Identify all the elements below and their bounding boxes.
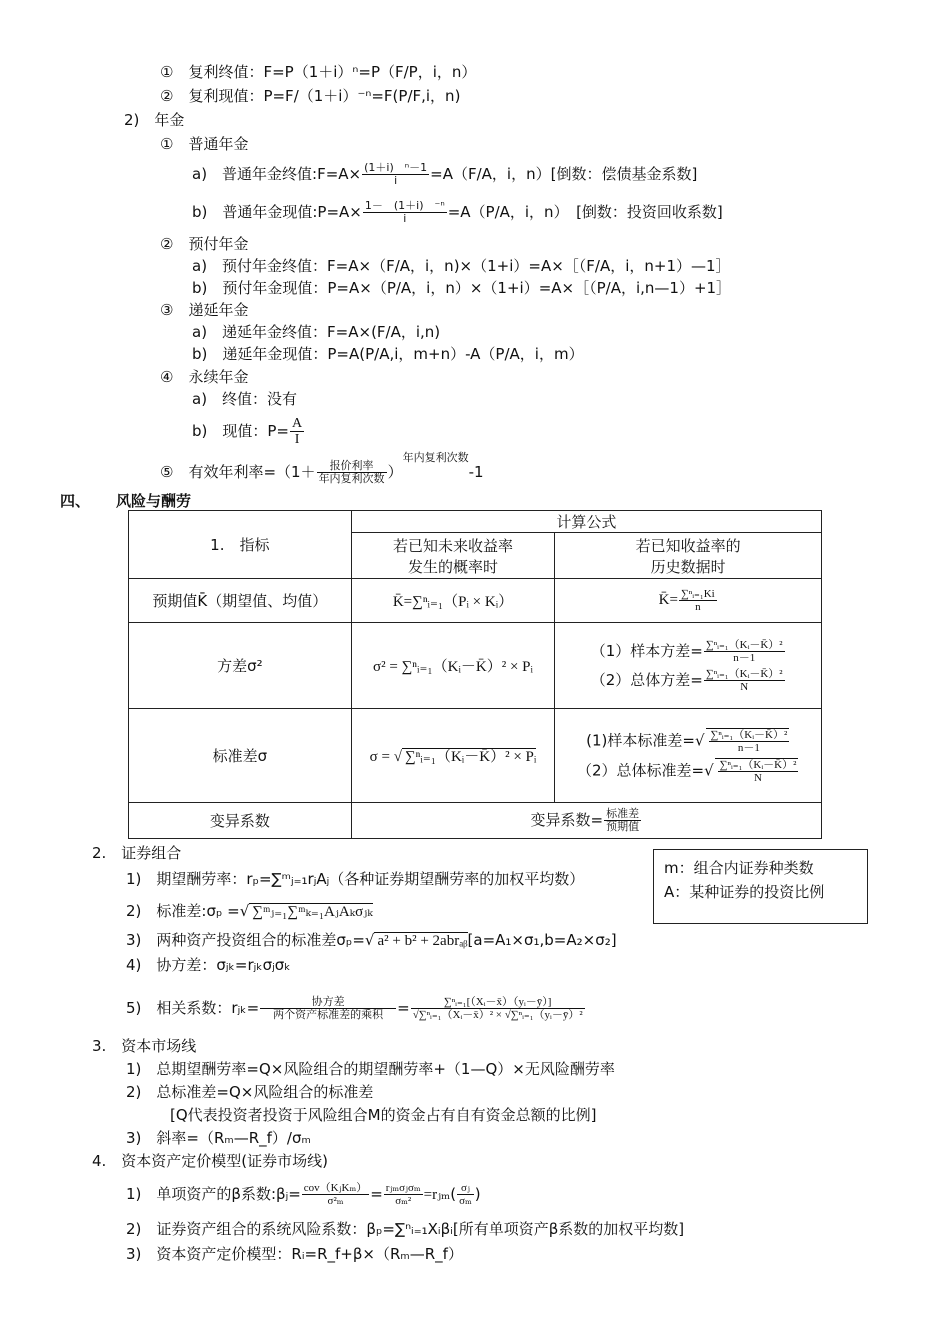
compound-present-value: ② 复利现值：P=F/（1＋i）⁻ⁿ=F(P/F,i，n) (160, 87, 461, 105)
section-number: 四、 (60, 492, 91, 510)
header-probability: 若已知未来收益率 发生的概率时 (351, 533, 555, 579)
fraction: $\frac{\text{(1＋i) ⁿ－1}}{i}$ (364, 161, 428, 187)
deferred-annuity-fv: a) 递延年金终值：F=A×(F/A，i,n) (192, 323, 441, 341)
row-variance-prob: σ² = ∑ⁿᵢ₌₁（Kᵢ－K̄）² × Pᵢ (351, 623, 555, 709)
capm-model: 3) 资本资产定价模型：Rᵢ=R_f+β×（Rₘ—R_f） (126, 1245, 463, 1263)
annuity-due-heading: ② 预付年金 (160, 235, 249, 253)
header-indicator: 1. 指标 (129, 511, 352, 579)
portfolio-expected-return: 1) 期望酬劳率：rₚ=∑ᵐⱼ₌₁rⱼAⱼ（各种证券期望酬劳率的加权平均数） (126, 870, 585, 888)
portfolio-heading: 2. 证券组合 (92, 844, 182, 862)
capm-portfolio-beta: 2) 证券资产组合的系统风险系数：βₚ=∑ⁿᵢ₌₁Xᵢβᵢ[所有单项资产β系数的加权平均数] (126, 1220, 685, 1238)
header-calc-formula: 计算公式 (351, 511, 821, 533)
header-historical: 若已知收益率的 历史数据时 (555, 533, 822, 579)
row-variance-label: 方差σ² (129, 623, 352, 709)
cml-slope: 3) 斜率=（Rₘ—R_f）/σₘ (126, 1129, 311, 1147)
cml-total-stddev: 2) 总标准差=Q×风险组合的标准差 (126, 1083, 374, 1101)
portfolio-stddev: 2) 标准差:σₚ =√ ∑ᵐⱼ₌₁∑ᵐₖ₌₁AⱼAₖσⱼₖ (126, 902, 373, 920)
fraction: $\frac{\text{1－ (1＋i) ⁻ⁿ}}{i}$ (364, 199, 445, 225)
risk-return-table (128, 510, 822, 839)
row-cv-formula: 变异系数= $\frac{\text{标准差}}{\text{预期值}}$ (351, 803, 821, 839)
deferred-annuity-heading: ③ 递延年金 (160, 301, 249, 319)
compound-future-value: ① 复利终值：F=P（1＋i）ⁿ=P（F/P，i，n） (160, 63, 477, 81)
row-stddev-hist: (1)样本标准差=√ $\frac{\text{∑ⁿᵢ₌₁（Kᵢ－K̄）²}}{n-1}$ （2）总体标准差=√ $\frac{\text{∑ⁿᵢ₌₁（Kᵢ－K̄）²}}{N}$ (555, 709, 822, 803)
ordinary-annuity-fv: a) 普通年金终值:F=A× $\frac{\text{(1＋i) ⁿ－1}}{i}$ =A（F/A，i，n）[倒数：偿债基金系数] (192, 161, 698, 187)
capm-heading: 4. 资本资产定价模型(证券市场线) (92, 1152, 329, 1170)
annuity-heading: 2) 年金 (124, 111, 185, 129)
row-stddev-label: 标准差σ (129, 709, 352, 803)
perpetuity-pv: b) 现值：P= $\frac{A}{I}$ (192, 416, 303, 447)
annuity-due-pv: b) 预付年金现值：P=A×（P/A，i，n）×（1+i）=A×［（P/A，i,n—1）+1］ (192, 279, 732, 297)
covariance: 4) 协方差：σⱼₖ=rⱼₖσⱼσₖ (126, 956, 291, 974)
row-stddev-prob: σ = √ ∑ⁿᵢ₌₁（Kᵢ－K̄）² × Pᵢ (351, 709, 555, 803)
effective-annual-rate: ⑤ 有效年利率=（1＋ $\frac{\text{报价利率}}{\text{年内复利次数}}$ ）$^{年内复利次数}$-1 (160, 451, 484, 485)
ordinary-annuity-heading: ① 普通年金 (160, 135, 249, 153)
two-asset-stddev: 3) 两种资产投资组合的标准差σₚ=√ a² + b² + 2abrₐᵦ[a=A₁×σ₁,b=A₂×σ₂] (126, 931, 617, 949)
capm-beta: 1) 单项资产的β系数:βⱼ= $\frac{\text{cov（KⱼKₘ）}}{\text{σ²ₘ}}$ = $\frac{\text{rⱼₘσⱼσₘ}}{\text{σₘ²}}$ =rⱼₘ( $\frac{\text{σⱼ}}{\text{σₘ}}$ ) (126, 1182, 481, 1207)
cml-total-return: 1) 总期望酬劳率=Q×风险组合的期望酬劳率+（1—Q）×无风险酬劳率 (126, 1060, 615, 1078)
row-variance-hist: （1）样本方差= $\frac{\text{∑ⁿᵢ₌₁（Kᵢ－K̄）²}}{n-1}$ （2）总体方差= $\frac{\text{∑ⁿᵢ₌₁（Kᵢ－K̄）²}}{N}$ (555, 623, 822, 709)
row-cv-label: 变异系数 (129, 803, 352, 839)
row-expected-hist: K̄= $\frac{\text{∑ⁿᵢ₌₁Ki}}{n}$ (555, 579, 822, 623)
row-expected-prob: K̄=∑ⁿᵢ₌₁（Pᵢ × Kᵢ） (351, 579, 555, 623)
perpetuity-heading: ④ 永续年金 (160, 368, 249, 386)
cml-q-note: [Q代表投资者投资于风险组合M的资金占有自有资金总额的比例] (170, 1106, 597, 1124)
section-title: 风险与酬劳 (116, 492, 192, 510)
annuity-due-fv: a) 预付年金终值：F=A×（F/A，i，n)×（1+i）=A×［（F/A，i，n+1）—1］ (192, 257, 731, 275)
notation-box: m：组合内证券种类数 A：某种证券的投资比例 (653, 849, 868, 924)
row-expected-label: 预期值K̄（期望值、均值） (129, 579, 352, 623)
fraction: $\frac{A}{I}$ (292, 416, 303, 447)
deferred-annuity-pv: b) 递延年金现值：P=A(P/A,i，m+n）-A（P/A，i，m） (192, 345, 584, 363)
correlation: 5) 相关系数：rⱼₖ= $\frac{\text{协方差}}{\text{两个资产标准差的乘积}}$ = $\frac{\text{∑ⁿᵢ₌₁[（Xᵢ－x̄）（yᵢ－ȳ）]}}{\text{√∑ⁿᵢ₌₁（Xᵢ－x̄）² × √∑ⁿᵢ₌₁（yᵢ－ȳ）²}}$ (126, 995, 583, 1021)
cml-heading: 3. 资本市场线 (92, 1037, 197, 1055)
perpetuity-fv: a) 终值：没有 (192, 390, 298, 408)
ordinary-annuity-pv: b) 普通年金现值:P=A× $\frac{\text{1－ (1＋i) ⁻ⁿ}}{i}$ =A（P/A，i，n） [倒数：投资回收系数] (192, 199, 723, 225)
fraction: $\frac{\text{报价利率}}{\text{年内复利次数}}$ (318, 459, 385, 485)
